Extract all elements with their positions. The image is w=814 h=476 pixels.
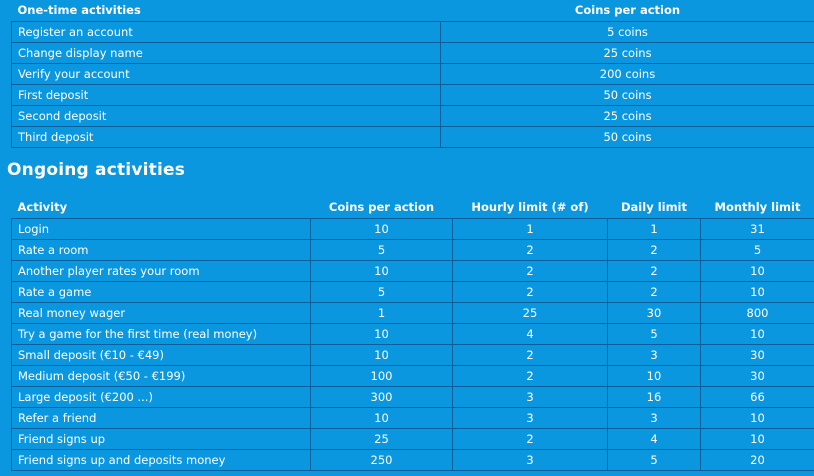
table-row <box>12 344 814 365</box>
column-header-daily-limit: Daily limit <box>608 197 701 218</box>
ongoing-activities-table <box>11 197 814 471</box>
cell-activity: Second deposit <box>12 105 441 126</box>
cell-coins-per-action: 5 <box>311 239 453 260</box>
cell-hourly-limit: 2 <box>453 428 608 449</box>
cell-activity: Large deposit (€200 ...) <box>12 386 311 407</box>
cell-activity: Refer a friend <box>12 407 311 428</box>
cell-activity: Another player rates your room <box>12 260 311 281</box>
cell-hourly-limit: 2 <box>453 365 608 386</box>
cell-monthly-limit: 31 <box>701 218 814 239</box>
table-row <box>12 428 814 449</box>
cell-coins-per-action: 10 <box>311 344 453 365</box>
cell-hourly-limit: 3 <box>453 449 608 470</box>
cell-hourly-limit: 3 <box>453 386 608 407</box>
table-row <box>12 407 814 428</box>
cell-activity: Friend signs up <box>12 428 311 449</box>
cell-activity: Medium deposit (€50 - €199) <box>12 365 311 386</box>
cell-coins: 25 coins <box>441 42 814 63</box>
column-header-activity: Activity <box>12 197 311 218</box>
cell-activity: Try a game for the first time (real money) <box>12 323 311 344</box>
table-row <box>12 386 814 407</box>
table-header-row <box>12 197 814 218</box>
cell-monthly-limit: 5 <box>701 239 814 260</box>
cell-coins-per-action: 25 <box>311 428 453 449</box>
cell-monthly-limit: 800 <box>701 302 814 323</box>
cell-monthly-limit: 10 <box>701 260 814 281</box>
cell-coins-per-action: 10 <box>311 407 453 428</box>
table-row <box>12 105 814 126</box>
cell-coins: 5 coins <box>441 21 814 42</box>
table-row <box>12 323 814 344</box>
cell-monthly-limit: 10 <box>701 428 814 449</box>
cell-coins-per-action: 1 <box>311 302 453 323</box>
cell-hourly-limit: 3 <box>453 407 608 428</box>
cell-activity: Change display name <box>12 42 441 63</box>
cell-activity: Small deposit (€10 - €49) <box>12 344 311 365</box>
column-header-hourly-limit: Hourly limit (# of) <box>453 197 608 218</box>
cell-daily-limit: 4 <box>608 428 701 449</box>
cell-daily-limit: 10 <box>608 365 701 386</box>
column-header-activity: One-time activities <box>12 0 441 21</box>
cell-activity: Real money wager <box>12 302 311 323</box>
table-row <box>12 84 814 105</box>
cell-monthly-limit: 10 <box>701 407 814 428</box>
cell-hourly-limit: 2 <box>453 260 608 281</box>
cell-activity: Friend signs up and deposits money <box>12 449 311 470</box>
table-row <box>12 365 814 386</box>
cell-monthly-limit: 30 <box>701 365 814 386</box>
cell-coins-per-action: 10 <box>311 218 453 239</box>
cell-monthly-limit: 30 <box>701 344 814 365</box>
cell-activity: Rate a room <box>12 239 311 260</box>
cell-daily-limit: 30 <box>608 302 701 323</box>
cell-monthly-limit: 66 <box>701 386 814 407</box>
cell-monthly-limit: 20 <box>701 449 814 470</box>
cell-monthly-limit: 10 <box>701 323 814 344</box>
column-header-coins-per-action: Coins per action <box>311 197 453 218</box>
cell-monthly-limit: 10 <box>701 281 814 302</box>
cell-coins: 50 coins <box>441 126 814 147</box>
table-row <box>12 260 814 281</box>
cell-daily-limit: 5 <box>608 323 701 344</box>
column-header-coins: Coins per action <box>441 0 814 21</box>
table-header-row <box>12 0 814 21</box>
table-row <box>12 218 814 239</box>
table-row <box>12 239 814 260</box>
cell-daily-limit: 3 <box>608 407 701 428</box>
table-row <box>12 281 814 302</box>
section-title-ongoing: Ongoing activities <box>7 160 186 180</box>
cell-hourly-limit: 2 <box>453 281 608 302</box>
cell-coins: 25 coins <box>441 105 814 126</box>
cell-daily-limit: 1 <box>608 218 701 239</box>
table-row <box>12 42 814 63</box>
table-row <box>12 21 814 42</box>
cell-coins-per-action: 5 <box>311 281 453 302</box>
cell-hourly-limit: 2 <box>453 239 608 260</box>
cell-coins: 200 coins <box>441 63 814 84</box>
cell-hourly-limit: 1 <box>453 218 608 239</box>
cell-coins-per-action: 10 <box>311 323 453 344</box>
cell-coins-per-action: 300 <box>311 386 453 407</box>
cell-coins: 50 coins <box>441 84 814 105</box>
table-row <box>12 302 814 323</box>
table-row <box>12 63 814 84</box>
cell-activity: Verify your account <box>12 63 441 84</box>
cell-activity: Login <box>12 218 311 239</box>
cell-daily-limit: 3 <box>608 344 701 365</box>
cell-coins-per-action: 10 <box>311 260 453 281</box>
cell-daily-limit: 5 <box>608 449 701 470</box>
cell-coins-per-action: 250 <box>311 449 453 470</box>
table-row <box>12 449 814 470</box>
table-row <box>12 126 814 147</box>
cell-daily-limit: 2 <box>608 239 701 260</box>
cell-hourly-limit: 2 <box>453 344 608 365</box>
cell-activity: Register an account <box>12 21 441 42</box>
cell-activity: Third deposit <box>12 126 441 147</box>
cell-activity: First deposit <box>12 84 441 105</box>
cell-hourly-limit: 4 <box>453 323 608 344</box>
cell-hourly-limit: 25 <box>453 302 608 323</box>
cell-activity: Rate a game <box>12 281 311 302</box>
one-time-activities-table <box>11 0 814 148</box>
cell-daily-limit: 2 <box>608 260 701 281</box>
column-header-monthly-limit: Monthly limit <box>701 197 814 218</box>
cell-coins-per-action: 100 <box>311 365 453 386</box>
cell-daily-limit: 16 <box>608 386 701 407</box>
cell-daily-limit: 2 <box>608 281 701 302</box>
